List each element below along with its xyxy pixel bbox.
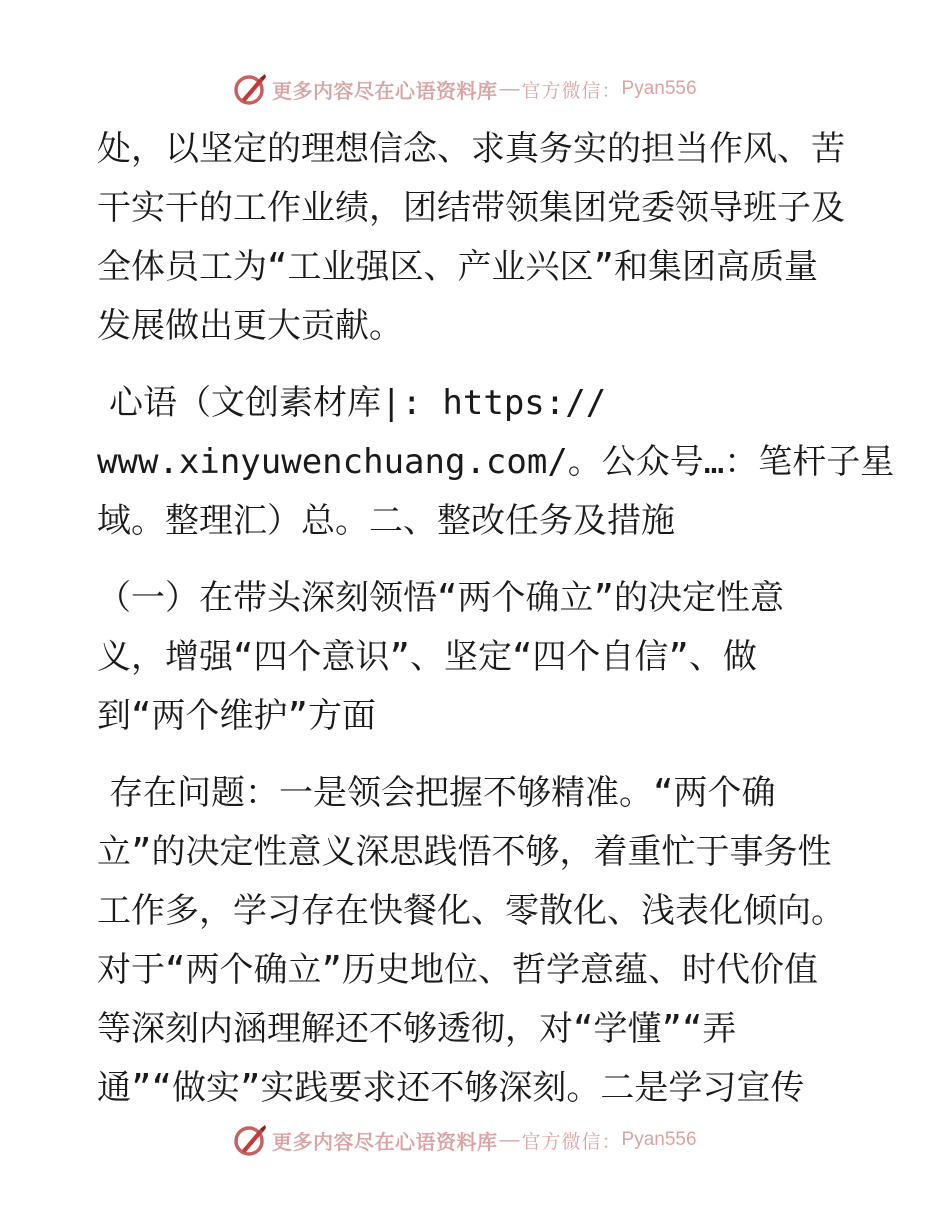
watermark-banner-top: [232, 72, 712, 106]
text-line: 域。整理汇）总。二、整改任务及措施: [97, 501, 675, 541]
watermark-id: Pyan556: [621, 1129, 697, 1150]
pen-logo-icon: [232, 72, 268, 106]
watermark-text: 更多内容尽在心语资料库: [272, 78, 498, 103]
watermark-text: 更多内容尽在心语资料库: [272, 1129, 498, 1154]
watermark-id: Pyan556: [621, 78, 697, 99]
text-line: 立”的决定性意义深思践悟不够，着重忙于事务性: [97, 832, 832, 872]
text-line: 全体员工为“工业强区、产业兴区”和集团高质量: [97, 247, 818, 287]
text-line: 到“两个维护”方面: [97, 696, 376, 736]
text-line: 对于“两个确立”历史地位、哲学意蕴、时代价值: [97, 950, 818, 990]
paragraph-4: [97, 764, 857, 1118]
text-line: www.xinyuwenchuang.com/。公众号…：笔杆子星: [97, 442, 895, 482]
text-line: 义，增强“四个意识”、坚定“四个自信”、做: [97, 637, 757, 677]
text-line: 发展做出更大贡献。: [97, 306, 403, 346]
document-body: [97, 120, 895, 1136]
text-line: 处，以坚定的理想信念、求真务实的担当作风、苦: [97, 129, 845, 169]
text-line: （一）在带头深刻领悟“两个确立”的决定性意: [97, 578, 784, 618]
paragraph-1: [97, 120, 857, 356]
text-line: 干实干的工作业绩，团结带领集团党委领导班子及: [97, 188, 845, 228]
watermark-dash: —: [499, 77, 520, 100]
text-line: 心语（文创素材库|: https://: [109, 383, 607, 423]
paragraph-3: [97, 569, 857, 746]
text-line: 工作多，学习存在快餐化、零散化、浅表化倾向。: [97, 891, 845, 931]
watermark-dash: —: [499, 1128, 520, 1151]
watermark-contact: 官方微信：: [521, 1130, 622, 1153]
pen-logo-icon: [232, 1123, 268, 1157]
text-line: 存在问题：一是领会把握不够精准。“两个确: [109, 773, 776, 813]
text-line: 等深刻内涵理解还不够透彻，对“学懂”“弄: [97, 1009, 737, 1049]
watermark-banner-bottom: [232, 1123, 712, 1157]
watermark-contact: 官方微信：: [521, 79, 622, 102]
paragraph-2: [97, 374, 895, 551]
text-line: 通”“做实”实践要求还不够深刻。二是学习宣传: [97, 1068, 805, 1108]
